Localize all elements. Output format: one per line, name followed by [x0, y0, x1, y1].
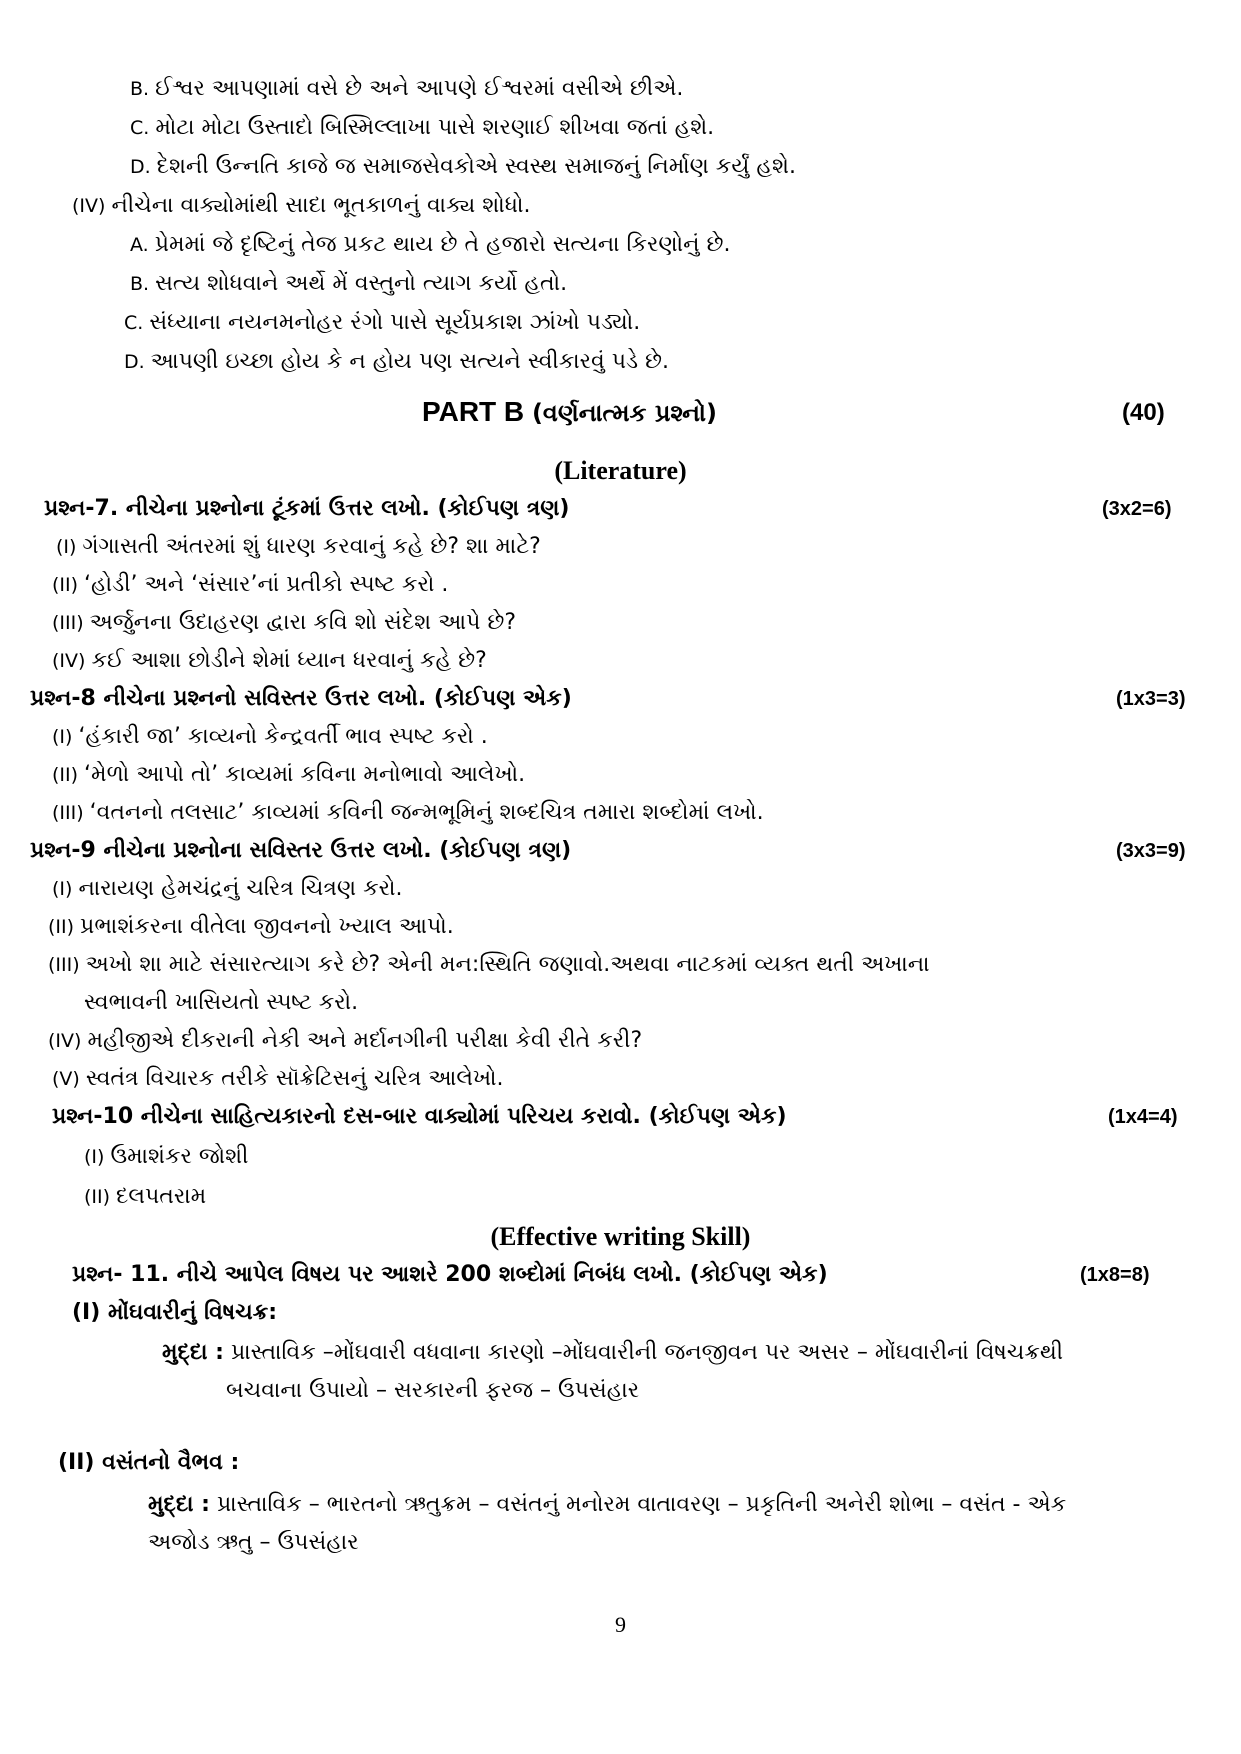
option-number: D. [130, 156, 151, 178]
q9-title: પ્રશ્ન-9 નીચેના પ્રશ્નોના સવિસ્તર ઉત્તર લખો. (કોઈપણ ત્રણ) [30, 838, 572, 863]
option-text: દેશની ઉન્નતિ કાજે જ સમાજસેવકોએ સ્વસ્થ સમાજનું નિર્માણ કર્યું હશે. [156, 154, 796, 179]
q8-item-3 [52, 798, 764, 828]
item-text: અખો શા માટે સંસારત્યાગ કરે છે? એની મન:સ્થિતિ જણાવો.અથવા નાટકમાં વ્યક્ત થતી અખાના [85, 952, 930, 977]
option-text: સત્ય શોધવાને અર્થે મેં વસ્તુનો ત્યાગ કર્યો હતો. [155, 271, 568, 296]
item-number: (III) [52, 612, 84, 634]
subquestion-text: નીચેના વાક્યોમાંથી સાદા ભૂતકાળનું વાક્ય શોધો. [111, 193, 531, 218]
item-number: (II) [48, 916, 75, 938]
q8-marks: (1x3=3) [1116, 688, 1186, 710]
item-number: (I) [84, 1146, 105, 1168]
q11-topic-1-title: (I) મોંઘવારીનું વિષચક્ર: [72, 1300, 278, 1325]
q9-item-3-continuation: સ્વભાવની ખાસિયતો સ્પષ્ટ કરો. [84, 990, 359, 1015]
item-text: સ્વતંત્ર વિચારક તરીકે સૉક્રેટિસનું ચરિત્ર આલેખો. [85, 1066, 504, 1091]
item-number: (V) [52, 1068, 80, 1090]
item-number: (IV) [48, 1030, 82, 1052]
part-b-heading [422, 394, 717, 431]
q6-iv-option-c [124, 308, 640, 338]
page-number: 9 [615, 1612, 626, 1637]
q10-item-1 [84, 1142, 248, 1172]
item-text: ‘હંકારી જા’ કાવ્યનો કેન્દ્રવર્તી ભાવ સ્પષ્ટ કરો . [78, 724, 488, 749]
q8-item-2 [52, 760, 525, 790]
item-text: ઉમાશંકર જોશી [110, 1144, 249, 1169]
option-text: આપણી ઇચ્છા હોય કે ન હોય પણ સત્યને સ્વીકારવું પડે છે. [150, 349, 670, 374]
q7-item-1 [56, 532, 541, 562]
option-number: C. [130, 117, 150, 139]
q7-item-4 [52, 646, 487, 676]
item-text: ગંગાસતી અંતરમાં શું ધારણ કરવાનું કહે છે? શા માટે? [82, 534, 541, 559]
q11-topic-2-points-continuation: અજોડ ઋતુ – ઉપસંહાર [148, 1530, 359, 1555]
q8-title: પ્રશ્ન-8 નીચેના પ્રશ્નનો સવિસ્તર ઉત્તર લખો. (કોઈપણ એક) [30, 686, 572, 711]
q11-title: પ્રશ્ન- 11. નીચે આપેલ વિષય પર આશરે 200 શબ્દોમાં નિબંધ લખો. (કોઈપણ એક) [72, 1262, 828, 1287]
q7-marks: (3x2=6) [1102, 498, 1172, 520]
item-text: ‘વતનનો તલસાટ’ કાવ્યમાં કવિની જન્મભૂમિનું શબ્દચિત્ર તમારા શબ્દોમાં લખો. [89, 800, 764, 825]
points-label: મુદ્દા : [162, 1340, 224, 1365]
option-number: B. [130, 78, 150, 100]
q8-item-1 [52, 722, 488, 752]
option-number: D. [124, 351, 145, 373]
item-text: અર્જુનના ઉદાહરણ દ્વારા કવિ શો સંદેશ આપે છે? [89, 610, 517, 635]
option-number: B. [130, 273, 150, 295]
q9-item-1 [52, 874, 402, 904]
q11-topic-2-points [148, 1490, 1066, 1520]
option-number: C. [124, 312, 144, 334]
q6-option-b [130, 74, 683, 104]
q11-topic-1-points-continuation: બચવાના ઉપાયો – સરકારની ફરજ – ઉપસંહાર [226, 1378, 640, 1403]
points-text: પ્રાસ્તાવિક – ભારતનો ઋતુક્રમ – વસંતનું મનોરમ વાતાવરણ – પ્રકૃતિની અનેરી શોભા – વસંત - એક [209, 1492, 1067, 1517]
q6-option-c [130, 113, 714, 143]
option-text: સંધ્યાના નયનમનોહર રંગો પાસે સૂર્યપ્રકાશ ઝાંખો પડ્યો. [149, 310, 641, 335]
q6-iv-option-b [130, 269, 567, 299]
item-number: (I) [52, 878, 73, 900]
q6-iv-option-d [124, 347, 669, 377]
item-number: (III) [52, 802, 84, 824]
part-b-subtitle: (વર્ણનાત્મક પ્રશ્નો) [531, 399, 717, 427]
literature-heading: (Literature) [554, 456, 687, 485]
q6-option-d [130, 152, 796, 182]
item-number: (IV) [52, 650, 86, 672]
item-text: નારાયણ હેમચંદ્રનું ચરિત્ર ચિત્રણ કરો. [78, 876, 403, 901]
part-b-marks: (40) [1122, 399, 1165, 426]
option-text: ઈશ્વર આપણામાં વસે છે અને આપણે ઈશ્વરમાં વસીએ છીએ. [155, 76, 684, 101]
q9-item-5 [52, 1064, 504, 1094]
q9-marks: (3x3=9) [1116, 840, 1186, 862]
q10-title: પ્રશ્ન-10 નીચેના સાહિત્યકારનો દસ-બાર વાક્યોમાં પરિચય કરાવો. (કોઈપણ એક) [52, 1104, 787, 1129]
q10-marks: (1x4=4) [1108, 1106, 1178, 1128]
q6-iv-option-a [130, 230, 730, 260]
q7-item-2 [52, 570, 448, 600]
item-number: (III) [48, 954, 80, 976]
item-number: (I) [56, 536, 77, 558]
q10-item-2 [84, 1182, 206, 1212]
points-text: પ્રાસ્તાવિક –મોંઘવારી વધવાના કારણો –મોંઘવારીની જનજીવન પર અસર – મોંઘવારીનાં વિષચક્રથી [223, 1340, 1064, 1365]
q11-topic-1-points [162, 1338, 1063, 1368]
item-number: (II) [84, 1186, 111, 1208]
option-number: A. [130, 234, 149, 256]
q9-item-4 [48, 1026, 642, 1056]
item-number: (II) [52, 574, 79, 596]
subquestion-number: (IV) [72, 195, 106, 217]
option-text: પ્રેમમાં જે દૃષ્ટિનું તેજ પ્રકટ થાય છે તે હજારો સત્યના કિરણોનું છે. [154, 232, 731, 257]
part-b-title: PART B [422, 396, 525, 427]
item-text: કઈ આશા છોડીને શેમાં ધ્યાન ધરવાનું કહે છે? [91, 648, 487, 673]
q9-item-2 [48, 912, 454, 942]
writing-skill-heading: (Effective writing Skill) [490, 1222, 751, 1251]
q11-topic-2-title: (II) વસંતનો વૈભવ : [58, 1450, 240, 1475]
q7-title: પ્રશ્ન-7. નીચેના પ્રશ્નોના ટૂંકમાં ઉત્તર લખો. (કોઈપણ ત્રણ) [44, 496, 570, 521]
item-text: દલપતરામ [116, 1184, 207, 1209]
item-number: (II) [52, 764, 79, 786]
item-text: પ્રભાશંકરના વીતેલા જીવનનો ખ્યાલ આપો. [80, 914, 454, 939]
q11-marks: (1x8=8) [1080, 1264, 1150, 1286]
points-label: મુદ્દા : [148, 1492, 210, 1517]
q7-item-3 [52, 608, 516, 638]
item-text: મહીજીએ દીકરાની નેકી અને મર્દાનગીની પરીક્ષા કેવી રીતે કરી? [87, 1028, 643, 1053]
option-text: મોટા મોટા ઉસ્તાદો બિસ્મિલ્લાખા પાસે શરણાઈ શીખવા જતાં હશે. [155, 115, 715, 140]
q9-item-3 [48, 950, 930, 980]
item-text: ‘હોડી’ અને ‘સંસાર’નાં પ્રતીકો સ્પષ્ટ કરો . [84, 572, 449, 597]
item-text: ‘મેળો આપો તો’ કાવ્યમાં કવિના મનોભાવો આલેખો. [84, 762, 526, 787]
q6-iv-question [72, 191, 530, 221]
item-number: (I) [52, 726, 73, 748]
